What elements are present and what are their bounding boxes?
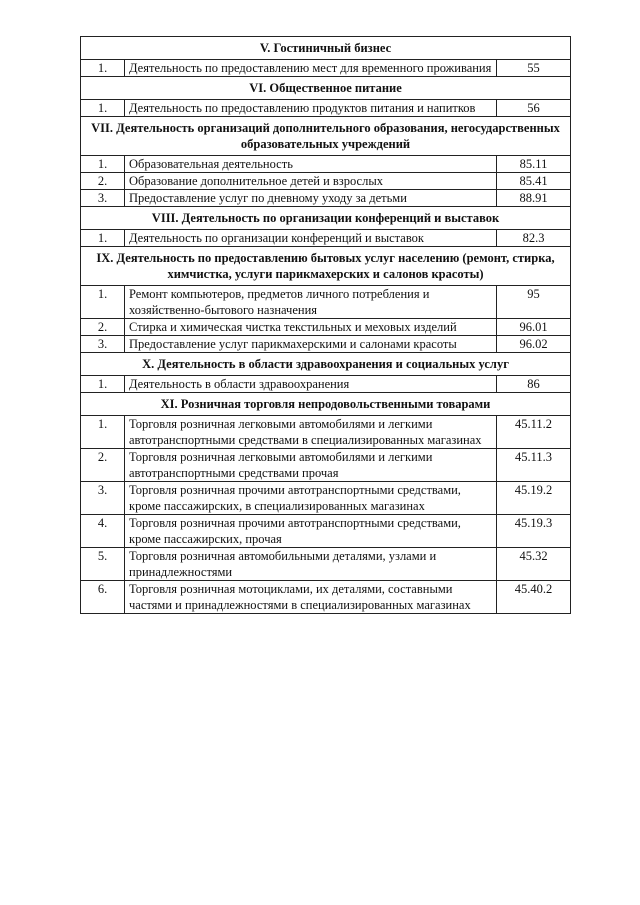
row-number: 1. bbox=[81, 230, 125, 247]
table-row bbox=[81, 449, 571, 482]
section-title: IX. Деятельность по предоставлению бытовых услуг населению (ремонт, стирка, химчистка, услуги парикмахерских и салонов красоты) bbox=[81, 247, 571, 286]
table-row bbox=[81, 548, 571, 581]
activity-code: 85.11 bbox=[497, 156, 571, 173]
row-number: 3. bbox=[81, 190, 125, 207]
section-title: XI. Розничная торговля непродовольственными товарами bbox=[81, 393, 571, 416]
activity-description: Ремонт компьютеров, предметов личного потребления и хозяйственно-бытового назначения bbox=[125, 286, 497, 319]
activity-description: Предоставление услуг по дневному уходу за детьми bbox=[125, 190, 497, 207]
row-number: 1. bbox=[81, 60, 125, 77]
activity-description: Образование дополнительное детей и взрослых bbox=[125, 173, 497, 190]
section-title: V. Гостиничный бизнес bbox=[81, 37, 571, 60]
row-number: 1. bbox=[81, 286, 125, 319]
table-row bbox=[81, 190, 571, 207]
section-header bbox=[81, 393, 571, 416]
activity-code: 85.41 bbox=[497, 173, 571, 190]
section-header bbox=[81, 247, 571, 286]
activity-code: 86 bbox=[497, 376, 571, 393]
table-row bbox=[81, 376, 571, 393]
activity-description: Деятельность в области здравоохранения bbox=[125, 376, 497, 393]
activity-description: Торговля розничная легковыми автомобилями и легкими автотранспортными средствами прочая bbox=[125, 449, 497, 482]
activity-code: 45.19.3 bbox=[497, 515, 571, 548]
section-title: VII. Деятельность организаций дополнительного образования, негосударственных образовательных учреждений bbox=[81, 117, 571, 156]
row-number: 2. bbox=[81, 173, 125, 190]
table-row bbox=[81, 482, 571, 515]
activity-code: 45.40.2 bbox=[497, 581, 571, 614]
table-row bbox=[81, 336, 571, 353]
row-number: 3. bbox=[81, 482, 125, 515]
section-header bbox=[81, 353, 571, 376]
row-number: 4. bbox=[81, 515, 125, 548]
activity-description: Торговля розничная прочими автотранспортными средствами, кроме пассажирских, прочая bbox=[125, 515, 497, 548]
table-row bbox=[81, 156, 571, 173]
activity-description: Стирка и химическая чистка текстильных и меховых изделий bbox=[125, 319, 497, 336]
activity-code: 55 bbox=[497, 60, 571, 77]
activity-code: 88.91 bbox=[497, 190, 571, 207]
activity-code: 45.32 bbox=[497, 548, 571, 581]
row-number: 1. bbox=[81, 156, 125, 173]
row-number: 3. bbox=[81, 336, 125, 353]
row-number: 6. bbox=[81, 581, 125, 614]
table-row bbox=[81, 515, 571, 548]
section-title: VI. Общественное питание bbox=[81, 77, 571, 100]
activity-description: Деятельность по предоставлению мест для временного проживания bbox=[125, 60, 497, 77]
activity-description: Деятельность по предоставлению продуктов питания и напитков bbox=[125, 100, 497, 117]
section-header bbox=[81, 207, 571, 230]
row-number: 1. bbox=[81, 416, 125, 449]
table-row bbox=[81, 416, 571, 449]
section-title: VIII. Деятельность по организации конференций и выставок bbox=[81, 207, 571, 230]
row-number: 5. bbox=[81, 548, 125, 581]
activity-description: Деятельность по организации конференций и выставок bbox=[125, 230, 497, 247]
activity-description: Торговля розничная легковыми автомобилями и легкими автотранспортными средствами в специализированных магазинах bbox=[125, 416, 497, 449]
row-number: 1. bbox=[81, 100, 125, 117]
section-header bbox=[81, 37, 571, 60]
table-row bbox=[81, 230, 571, 247]
activity-code: 45.11.2 bbox=[497, 416, 571, 449]
table-row bbox=[81, 100, 571, 117]
row-number: 1. bbox=[81, 376, 125, 393]
row-number: 2. bbox=[81, 319, 125, 336]
activity-description: Торговля розничная автомобильными деталями, узлами и принадлежностями bbox=[125, 548, 497, 581]
activity-description: Торговля розничная мотоциклами, их деталями, составными частями и принадлежностями в специализированных магазинах bbox=[125, 581, 497, 614]
table-row bbox=[81, 319, 571, 336]
activity-code: 82.3 bbox=[497, 230, 571, 247]
section-header bbox=[81, 77, 571, 100]
activity-code: 45.19.2 bbox=[497, 482, 571, 515]
table-row bbox=[81, 173, 571, 190]
activity-description: Предоставление услуг парикмахерскими и салонами красоты bbox=[125, 336, 497, 353]
activity-code: 56 bbox=[497, 100, 571, 117]
activity-description: Торговля розничная прочими автотранспортными средствами, кроме пассажирских, в специализированных магазинах bbox=[125, 482, 497, 515]
table-row bbox=[81, 286, 571, 319]
activity-code: 96.02 bbox=[497, 336, 571, 353]
activity-code: 95 bbox=[497, 286, 571, 319]
section-title: X. Деятельность в области здравоохранения и социальных услуг bbox=[81, 353, 571, 376]
table-row bbox=[81, 60, 571, 77]
section-header bbox=[81, 117, 571, 156]
activity-description: Образовательная деятельность bbox=[125, 156, 497, 173]
activities-table bbox=[80, 36, 571, 614]
activity-code: 45.11.3 bbox=[497, 449, 571, 482]
row-number: 2. bbox=[81, 449, 125, 482]
table-row bbox=[81, 581, 571, 614]
activity-code: 96.01 bbox=[497, 319, 571, 336]
